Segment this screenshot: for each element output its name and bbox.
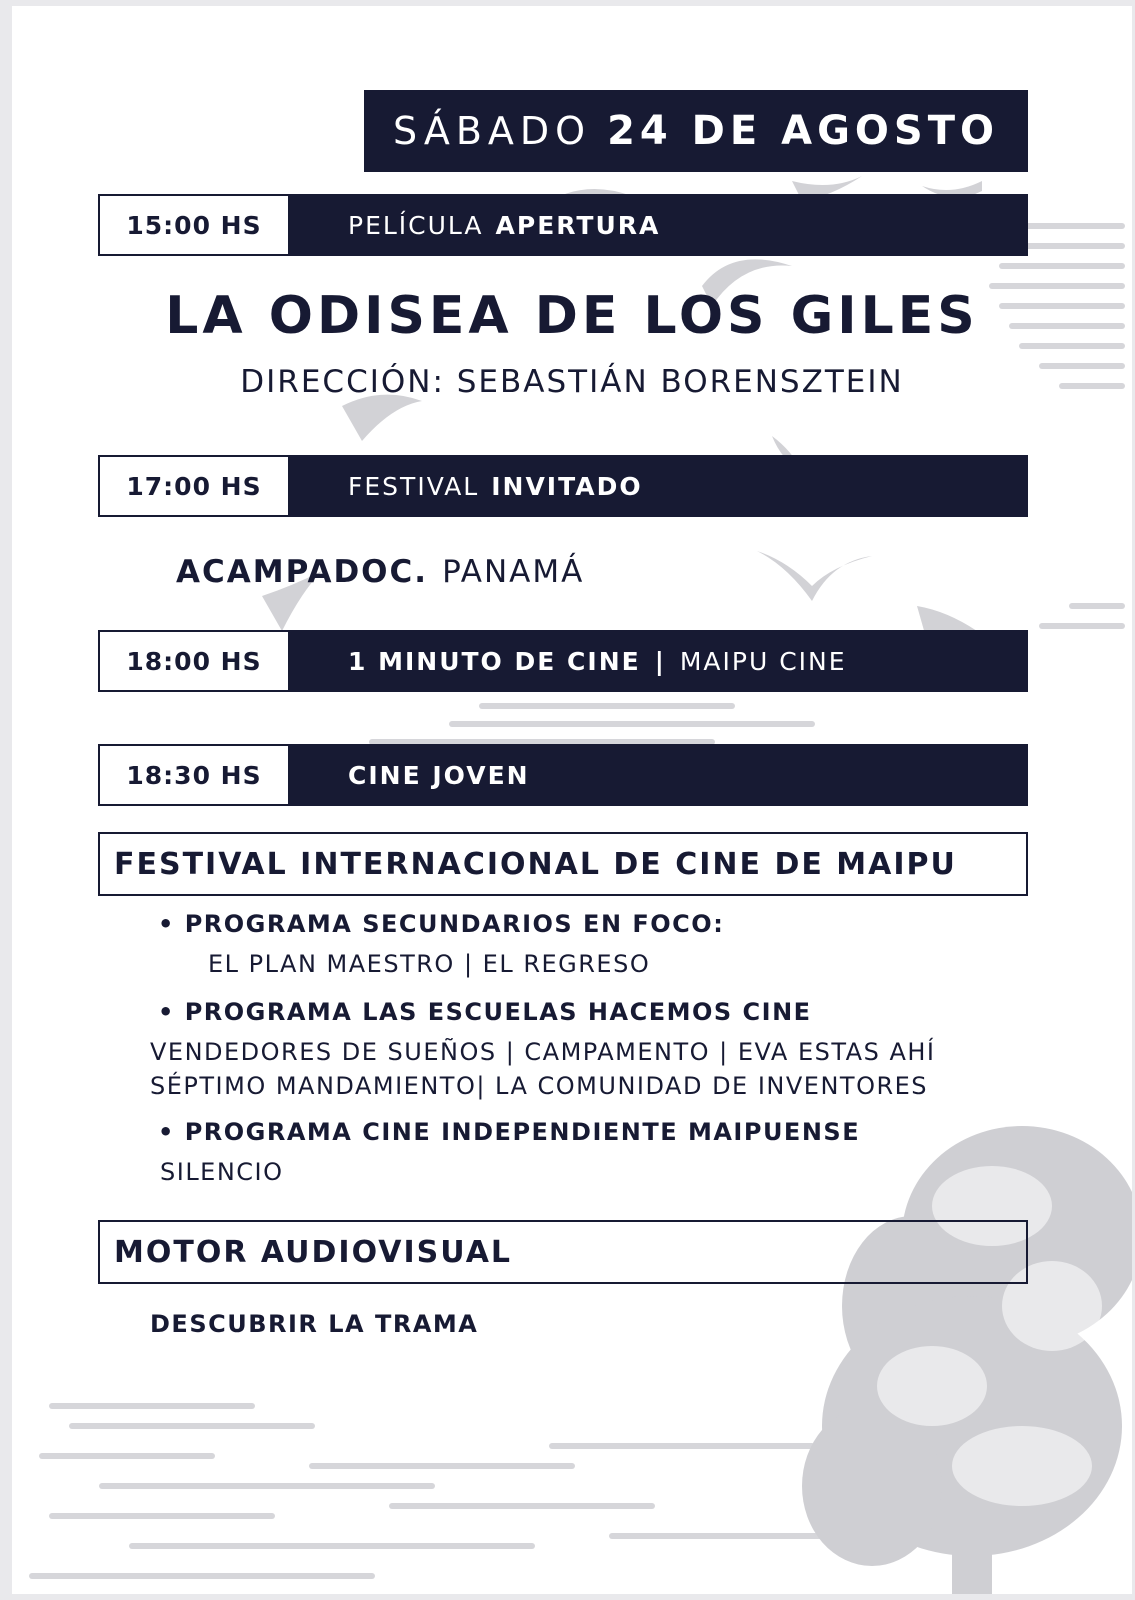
- slot-time: 18:00 HS: [98, 630, 290, 692]
- schedule-slot-1830: [98, 744, 1028, 806]
- program-heading: • PROGRAMA SECUNDARIOS EN FOCO:: [158, 910, 725, 938]
- schedule-slot-1500: [98, 194, 1028, 256]
- slot-time: 18:30 HS: [98, 744, 290, 806]
- date-banner: [364, 90, 1028, 172]
- program-films: SILENCIO: [160, 1158, 284, 1186]
- bird-icon: [342, 395, 422, 441]
- slot-title: [290, 455, 1028, 517]
- slot-label-bold: 1 MINUTO DE CINE: [348, 646, 641, 676]
- schedule-poster: [12, 6, 1132, 1594]
- slot-label: PELÍCULA: [348, 210, 484, 240]
- slot-title: [290, 194, 1028, 256]
- slot-label-bold: CINE JOVEN: [348, 760, 530, 790]
- guest-country: PANAMÁ: [442, 554, 585, 590]
- guest-festival: [176, 554, 584, 590]
- program-heading: • PROGRAMA CINE INDEPENDIENTE MAIPUENSE: [158, 1118, 861, 1146]
- program-films: EL PLAN MAESTRO | EL REGRESO: [208, 950, 651, 978]
- slot-separator: |: [654, 646, 666, 676]
- slot-title: [290, 744, 1028, 806]
- slot-time: 17:00 HS: [98, 455, 290, 517]
- film-director: DIRECCIÓN: SEBASTIÁN BORENSZTEIN: [240, 364, 904, 400]
- motor-item: DESCUBRIR LA TRAMA: [150, 1310, 479, 1338]
- festival-title: FESTIVAL INTERNACIONAL DE CINE DE MAIPU: [98, 832, 1028, 896]
- program-films: SÉPTIMO MANDAMIENTO| LA COMUNIDAD DE INVENTORES: [150, 1072, 929, 1100]
- slot-label: FESTIVAL: [348, 471, 480, 501]
- program-films: VENDEDORES DE SUEÑOS | CAMPAMENTO | EVA ESTAS AHÍ: [150, 1038, 936, 1066]
- guest-name: ACAMPADOC.: [176, 554, 429, 590]
- schedule-slot-1700: [98, 455, 1028, 517]
- date-label: 24 DE AGOSTO: [607, 108, 999, 154]
- program-heading: • PROGRAMA LAS ESCUELAS HACEMOS CINE: [158, 998, 812, 1026]
- weekday-label: SÁBADO: [393, 109, 592, 153]
- motor-audiovisual-title: MOTOR AUDIOVISUAL: [98, 1220, 1028, 1284]
- slot-title: [290, 630, 1028, 692]
- film-title: LA ODISEA DE LOS GILES: [165, 286, 979, 346]
- slot-label-bold: APERTURA: [495, 210, 661, 240]
- bird-icon: [757, 551, 872, 601]
- slot-time: 15:00 HS: [98, 194, 290, 256]
- slot-label-bold: INVITADO: [491, 471, 643, 501]
- slot-label: MAIPU CINE: [679, 646, 847, 676]
- schedule-slot-1800: [98, 630, 1028, 692]
